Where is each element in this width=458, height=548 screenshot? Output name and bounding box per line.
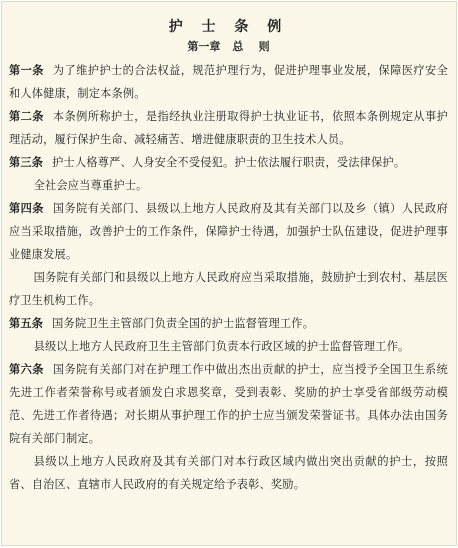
article-text: 护士人格尊严、人身安全不受侵犯。护士依法履行职责，受法律保护。 [52,156,406,169]
article-text: 县级以上地方人民政府卫生主管部门负责本行政区域的护士监督管理工作。 [33,340,410,353]
article-paragraph [9,151,448,174]
article-text: 县级以上地方人民政府及其有关部门对本行政区域内做出突出贡献的护士，按照省、自治区、直辖市人民政府的有关规定给予表彰、奖励。 [9,455,448,491]
article-paragraph [9,197,448,266]
article-label: 第四条 [9,202,44,215]
article-text: 为了维护护士的合法权益，规范护理行为，促进护理事业发展，保障医疗安全和人体健康，制定本条例。 [9,64,448,100]
article-text: 国务院有关部门对在护理工作中做出杰出贡献的护士，应当授予全国卫生系统先进工作者荣誉称号或者颁发白求恩奖章，受到表彰、奖励的护士享受省部级劳动模范、先进工作者待遇；对长期从事护理工作的护士应当颁发荣誉证书。具体办法由国务院有关部门制定。 [9,363,448,445]
article-paragraph [9,312,448,335]
article-paragraph [9,450,448,496]
document-title: 护 士 条 例 [168,19,289,35]
article-paragraph [9,335,448,358]
article-paragraph [9,59,448,105]
chapter-number: 第一章 [187,40,221,53]
document-page [1,1,457,546]
article-paragraph [9,358,448,450]
article-text: 国务院有关部门和县级以上地方人民政府应当采取措施，鼓励护士到农村、基层医疗卫生机构工作。 [9,271,448,307]
article-label: 第一条 [9,64,44,77]
article-text: 国务院有关部门、县级以上地方人民政府及其有关部门以及乡（镇）人民政府应当采取措施，改善护士的工作条件，保障护士待遇，加强护士队伍建设，促进护理事业健康发展。 [9,202,448,261]
chapter-name: 总 则 [232,40,270,53]
article-paragraph [9,105,448,151]
article-label: 第六条 [9,363,44,376]
article-label: 第五条 [9,317,44,330]
article-label: 第二条 [9,110,44,123]
article-paragraph [9,266,448,312]
article-text: 国务院卫生主管部门负责全国的护士监督管理工作。 [52,317,315,330]
article-text: 本条例所称护士，是指经执业注册取得护士执业证书，依照本条例规定从事护理活动，履行保护生命、减轻痛苦、增进健康职责的卫生技术人员。 [9,110,448,146]
article-text: 全社会应当尊重护士。 [33,179,148,192]
chapter-heading [9,37,448,57]
article-label: 第三条 [9,156,44,169]
article-paragraph [9,174,448,197]
